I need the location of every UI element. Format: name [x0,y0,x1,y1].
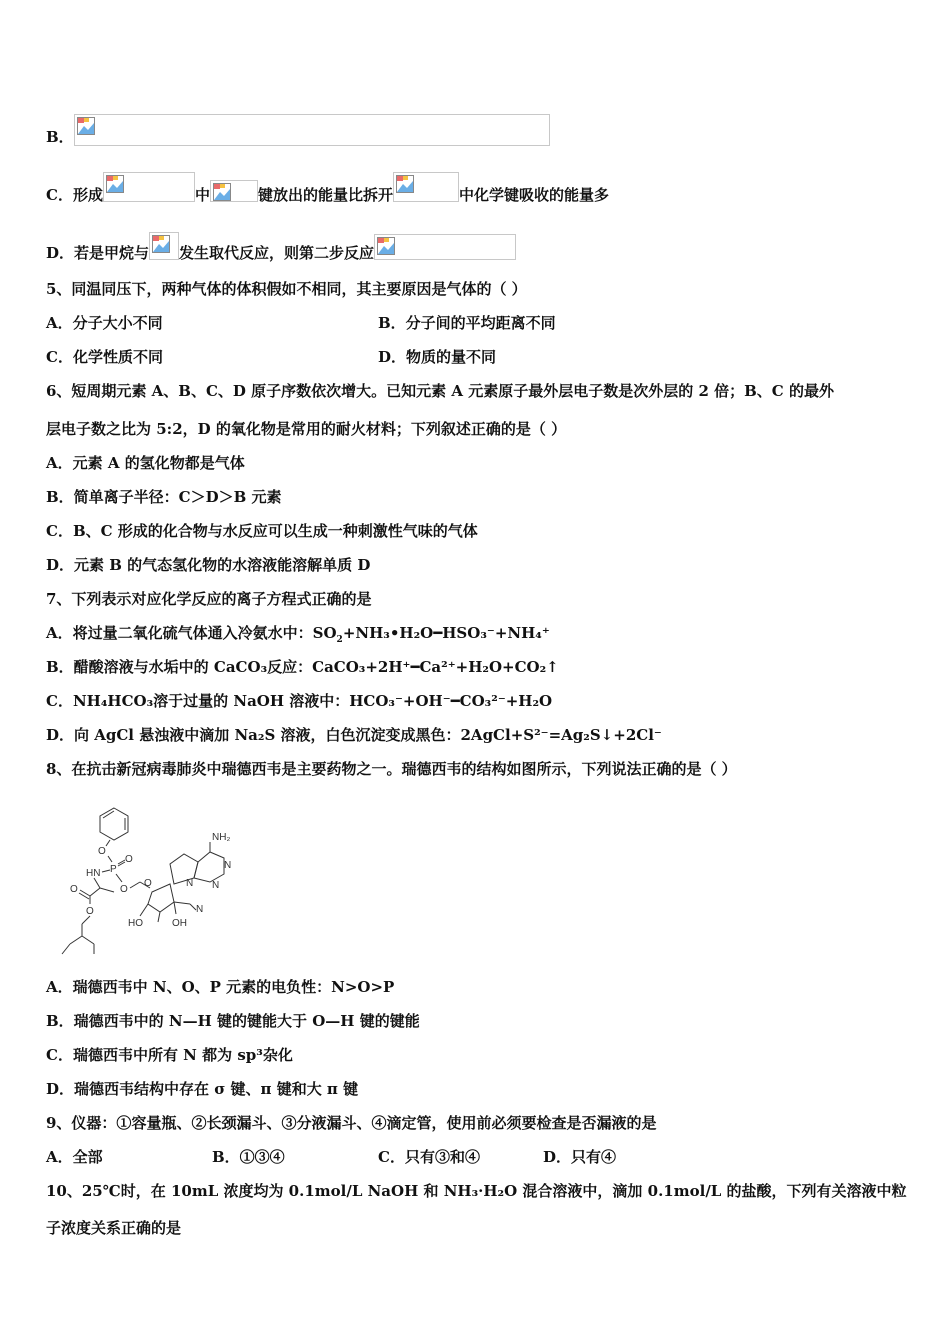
atom-n: N [196,904,204,915]
atom-n: N [212,880,220,891]
q5-stem: 5、同温同压下，两种气体的体积假如不相同，其主要原因是气体的（ ） [46,280,527,298]
pyrrole-ring [170,854,198,884]
q8-option-c: C．瑞德西韦中所有 N 都为 sp³杂化 [46,1046,293,1064]
formula-image [210,180,258,202]
q7-option-c: C．NH₄HCO₃溶于过量的 NaOH 溶液中：HCO₃⁻+OH⁻━CO₃²⁻+H₂O [46,692,553,710]
q8-option-b: B．瑞德西韦中的 N—H 键的键能大于 O—H 键的键能 [46,1012,420,1030]
option-label: B． [46,128,74,146]
q9-option-d: D．只有④ [543,1148,617,1166]
q8-stem: 8、在抗击新冠病毒肺炎中瑞德西韦是主要药物之一。瑞德西韦的结构如图所示，下列说法正确的是（ ） [46,760,737,778]
q9-option-b: B．①③④ [212,1148,285,1166]
option-text: 中化学键吸收的能量多 [458,186,609,204]
q9-option-c: C．只有③和④ [378,1148,480,1166]
q7-option-d: D．向 AgCl 悬浊液中滴加 Na₂S 溶液，白色沉淀变成黑色：2AgCl+S²⁻=Ag₂S↓+2Cl⁻ [46,726,662,744]
option-text: A．将过量二氧化硫气体通入冷氨水中：SO [46,624,337,642]
option-text: 发生取代反应，则第二步反应 [179,244,375,262]
q6-stem-line1: 6、短周期元素 A、B、C、D 原子序数依次增大。已知元素 A 元素原子最外层电子数是次外层的 2 倍；B、C 的最外 [46,382,834,400]
q8-option-d: D．瑞德西韦结构中存在 σ 键、π 键和大 π 键 [46,1080,359,1098]
atom-hn: HN [86,868,101,879]
q5-option-d: D．物质的量不同 [378,348,497,366]
atom-o: O [144,878,152,889]
subscript: 2 [336,635,343,645]
atom-p: P [110,864,117,875]
atom-o: O [98,846,106,857]
formula-image [103,172,195,202]
atom-n: N [186,878,194,889]
ribose-ring [148,884,174,912]
atom-o: O [125,854,133,865]
q6-option-b: B．简单离子半径：C＞D＞B 元素 [46,488,282,506]
option-text: D．若是甲烷与 [46,244,150,262]
broken-image-icon [377,237,395,255]
q9-stem: 9、仪器：①容量瓶、②长颈漏斗、③分液漏斗、④滴定管，使用前必须要检查是否漏液的是 [46,1114,657,1132]
broken-image-icon [213,183,231,201]
formula-image [393,172,459,202]
atom-oh: OH [172,918,187,929]
q4-option-d [46,232,516,263]
atom-o: O [70,884,78,895]
q7-option-b: B．醋酸溶液与水垢中的 CaCO₃反应：CaCO₃+2H⁺━Ca²⁺+H₂O+CO₂↑ [46,658,559,676]
q10-stem-line2: 子浓度关系正确的是 [46,1219,182,1237]
broken-image-icon [106,175,124,193]
broken-image-icon [396,175,414,193]
atom-nh2: NH₂ [212,832,231,843]
atom-n: N [224,860,232,871]
q5-option-c: C．化学性质不同 [46,348,163,366]
phenyl-ring [100,808,128,840]
atom-o: O [86,906,94,917]
broken-image-icon [152,235,170,253]
option-text: C．形成 [46,186,103,204]
formula-image [74,114,550,146]
q4-option-b [46,114,550,147]
formula-image [149,232,179,260]
option-text: 中 [194,186,210,204]
atom-o: O [120,884,128,895]
option-equation: +NH₃•H₂O━HSO₃⁻+NH₄⁺ [342,624,550,642]
broken-image-icon [77,117,95,135]
q7-stem: 7、下列表示对应化学反应的离子方程式正确的是 [46,590,372,608]
q9-option-a: A．全部 [46,1148,103,1166]
q7-option-a [46,623,550,650]
q6-option-a: A．元素 A 的氢化物都是气体 [46,454,245,472]
q8-option-a: A．瑞德西韦中 N、O、P 元素的电负性：N>O>P [46,978,395,996]
q6-option-d: D．元素 B 的气态氢化物的水溶液能溶解单质 D [46,556,371,574]
q4-option-c [46,172,609,205]
formula-image [374,234,516,260]
q5-option-a: A．分子大小不同 [46,314,163,332]
option-text: 键放出的能量比拆开 [257,186,393,204]
atom-ho: HO [128,918,143,929]
q6-option-c: C．B、C 形成的化合物与水反应可以生成一种刺激性气味的气体 [46,522,478,540]
triazine-ring [194,852,224,882]
q10-stem-line1: 10、25℃时，在 10mL 浓度均为 0.1mol/L NaOH 和 NH₃·H₂O 混合溶液中，滴加 0.1mol/L 的盐酸，下列有关溶液中粒 [46,1182,907,1200]
q5-option-b: B．分子间的平均距离不同 [378,314,556,332]
remdesivir-structure [52,800,252,960]
q6-stem-line2: 层电子数之比为 5:2，D 的氧化物是常用的耐火材料；下列叙述正确的是（ ） [46,420,567,438]
